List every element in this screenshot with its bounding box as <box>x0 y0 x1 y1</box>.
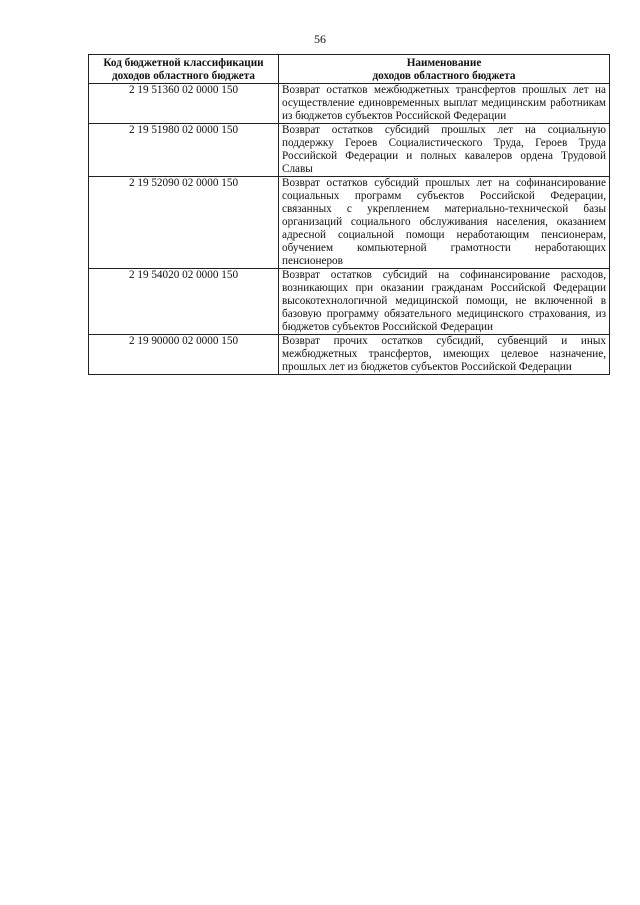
header-name-line-1: Наименование <box>406 57 482 69</box>
row-name: Возврат остатков субсидий на софинансирование расходов, возникающих при оказании гражданам Российской Федерации высокотехнологичной медицинской помощи, не включенной в базовую программу обязательного медицинского страхования, из бюджетов субъектов Российской Федерации <box>279 269 610 335</box>
header-name <box>279 55 610 84</box>
row-name: Возврат прочих остатков субсидий, субвенций и иных межбюджетных трансфертов, имеющих целевое назначение, прошлых лет из бюджетов субъектов Российской Федерации <box>279 335 610 375</box>
table-row <box>89 84 610 124</box>
row-name: Возврат остатков межбюджетных трансфертов прошлых лет на осуществление единовременных выплат медицинским работникам из бюджетов субъектов Российской Федерации <box>279 84 610 124</box>
row-name: Возврат остатков субсидий прошлых лет на софинансирование социальных программ субъектов Российской Федерации, связанных с укреплением материально-технической базы организаций социального обслуживания населения, оказанием адресной социальной помощи неработающим пенсионерам, обучением компьютерной грамотности неработающих пенсионеров <box>279 177 610 269</box>
header-name-line-2: доходов областного бюджета <box>372 70 516 82</box>
row-code: 2 19 51980 02 0000 150 <box>89 124 279 177</box>
table-row <box>89 269 610 335</box>
row-code: 2 19 54020 02 0000 150 <box>89 269 279 335</box>
table-row <box>89 124 610 177</box>
row-code: 2 19 90000 02 0000 150 <box>89 335 279 375</box>
table-row <box>89 177 610 269</box>
table-row <box>89 335 610 375</box>
budget-classification-table <box>88 54 610 375</box>
row-code: 2 19 51360 02 0000 150 <box>89 84 279 124</box>
row-code: 2 19 52090 02 0000 150 <box>89 177 279 269</box>
page-number: 56 <box>314 32 326 46</box>
table-header-row <box>89 55 610 84</box>
header-code-line-2: доходов областного бюджета <box>111 70 255 82</box>
header-code-line-1: Код бюджетной классификации <box>103 57 264 69</box>
header-code <box>89 55 279 84</box>
row-name: Возврат остатков субсидий прошлых лет на социальную поддержку Героев Социалистического Труда, Героев Труда Российской Федерации и полных кавалеров ордена Трудовой Славы <box>279 124 610 177</box>
